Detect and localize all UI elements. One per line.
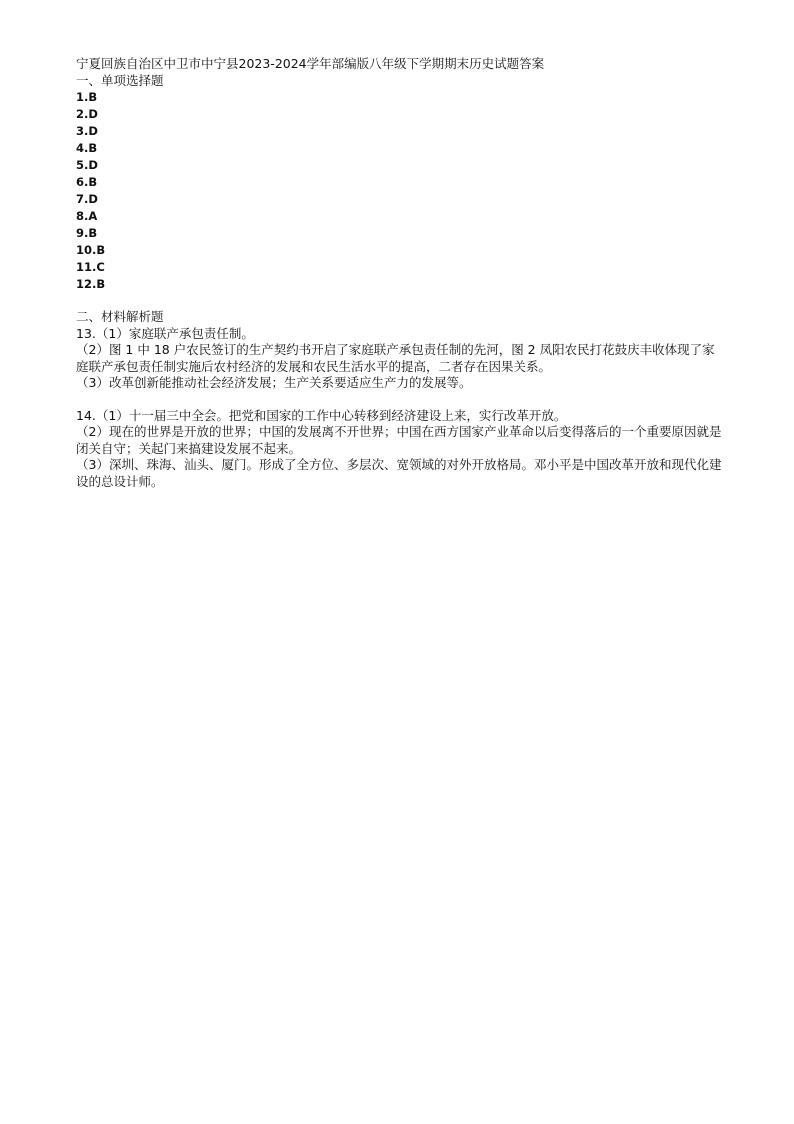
- spacer: [76, 293, 726, 309]
- answer-item: 1.B: [76, 90, 98, 104]
- answer-item: 8.A: [76, 209, 98, 223]
- answer-item: 9.B: [76, 226, 98, 240]
- q13-part1: 13.（1）家庭联产承包责任制。: [76, 325, 254, 341]
- answer-item: 11.C: [76, 260, 105, 274]
- q14-part3: （3）深圳、珠海、汕头、厦门。形成了全方位、多层次、宽领域的对外开放格局。邓小平是中国改革开放和现代化建设的总设计师。: [76, 457, 722, 489]
- answer-item: 6.B: [76, 175, 98, 189]
- question-13: [76, 326, 726, 392]
- section-heading-multiple-choice: 一、单项选择题: [76, 72, 164, 88]
- document-title: 宁夏回族自治区中卫市中宁县2023-2024学年部编版八年级下学期期末历史试题答案: [76, 56, 545, 71]
- answer-item: 10.B: [76, 243, 106, 257]
- q13-part3: （3）改革创新能推动社会经济发展；生产关系要适应生产力的发展等。: [76, 375, 472, 390]
- q14-part1: 14.（1）十一届三中全会。把党和国家的工作中心转移到经济建设上来，实行改革开放。: [76, 407, 567, 423]
- spacer: [76, 392, 726, 408]
- answer-item: 12.B: [76, 277, 106, 291]
- answer-item: 2.D: [76, 107, 98, 121]
- answer-item: 5.D: [76, 158, 98, 172]
- multiple-choice-answers: [76, 89, 726, 293]
- answer-item: 4.B: [76, 141, 98, 155]
- q13-part2: （2）图 1 中 18 户农民签订的生产契约书开启了家庭联产承包责任制的先河，图 2 凤阳农民打花鼓庆丰收体现了家庭联产承包责任制实施后农村经济的发展和农民生活水平的提高，二者存在因果关系。: [76, 342, 715, 374]
- answer-item: 3.D: [76, 124, 98, 138]
- q14-part2: （2）现在的世界是开放的世界；中国的发展离不开世界；中国在西方国家产业革命以后变得落后的一个重要原因就是闭关自守；关起门来搞建设发展不起来。: [76, 424, 722, 456]
- section-heading-material-analysis: 二、材料解析题: [76, 309, 164, 324]
- answer-item: 7.D: [76, 192, 98, 206]
- question-14: [76, 408, 726, 491]
- answer-document: [76, 56, 726, 490]
